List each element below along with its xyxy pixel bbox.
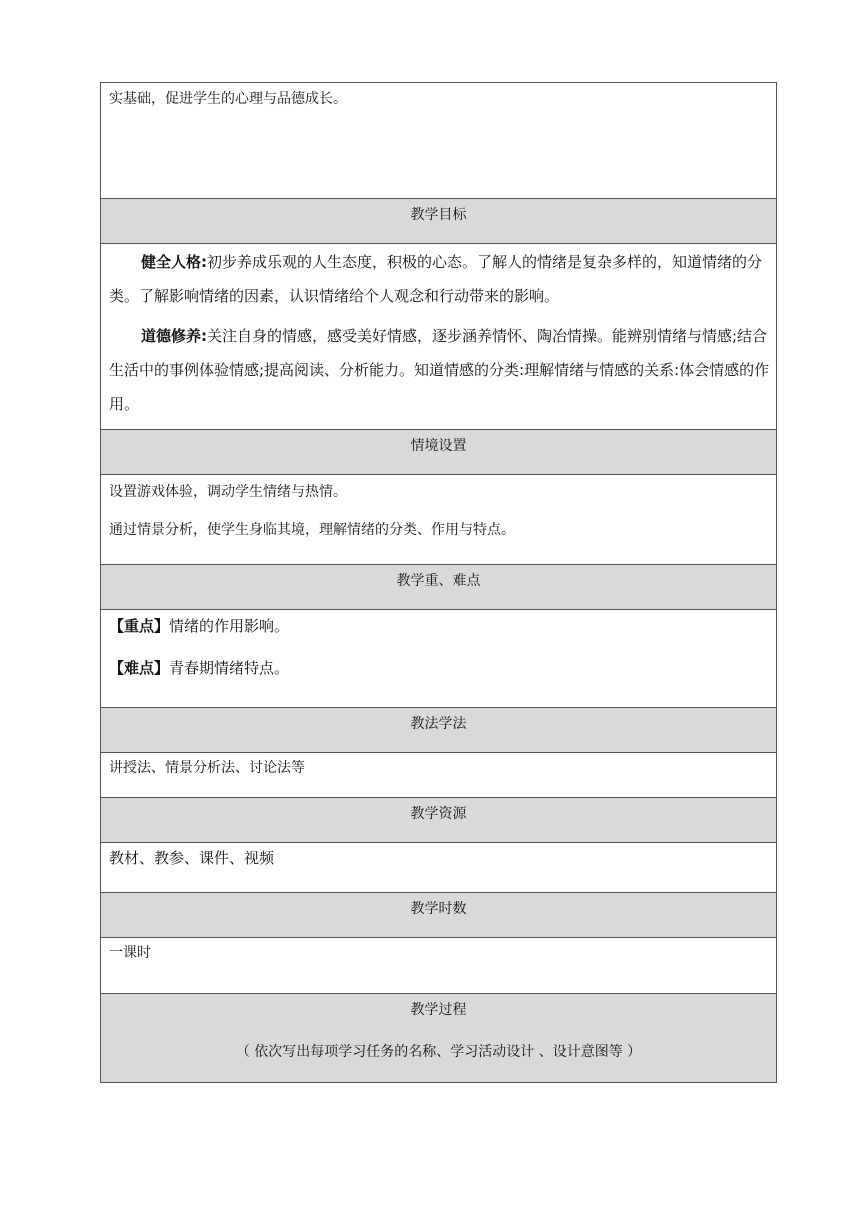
goals-cell (101, 244, 777, 430)
process-subheader: （ 依次写出每项学习任务的名称、学习活动设计 、设计意图等 ） (235, 1044, 642, 1060)
hours-text: 一课时 (109, 945, 151, 961)
keypoint-text: 青春期情绪特点。 (169, 659, 290, 677)
goal-item (109, 319, 770, 421)
keypoint-item (109, 636, 770, 678)
hours-cell (101, 938, 777, 994)
intro-text: 实基础，促进学生的心理与品德成长。 (109, 91, 347, 107)
resources-text: 教材、教参、课件、视频 (109, 849, 275, 867)
keypoints-header-cell (101, 565, 777, 610)
lesson-plan-table (100, 82, 777, 1083)
hours-header-cell (101, 893, 777, 938)
keypoints-cell (101, 610, 777, 708)
goals-header-cell (101, 199, 777, 244)
keypoints-header: 教学重、难点 (396, 573, 481, 589)
goal-item (109, 245, 770, 313)
keypoint-item (109, 610, 770, 636)
goals-header: 教学目标 (410, 207, 467, 223)
resources-cell (101, 843, 777, 893)
process-header: 教学过程 (410, 1002, 467, 1018)
methods-cell (101, 753, 777, 798)
process-header-cell (101, 994, 777, 1083)
methods-header: 教法学法 (410, 716, 467, 732)
goal-text: 关注自身的情感，感受美好情感，逐步涵养情怀、陶冶情操。能辨别情绪与情感;结合生活中的事例体验情感;提高阅读、分析能力。知道情感的分类:理解情绪与情感的关系:体会情感的作用。 (109, 327, 770, 413)
keypoint-text: 情绪的作用影响。 (169, 617, 290, 635)
keypoint-label: 【重点】 (109, 617, 170, 635)
context-header-cell (101, 430, 777, 475)
keypoint-label: 【难点】 (109, 659, 170, 677)
context-cell (101, 475, 777, 565)
goal-text: 初步养成乐观的人生态度，积极的心态。了解人的情绪是复杂多样的，知道情绪的分类。了解影响情绪的因素，认识情绪给个人观念和行动带来的影响。 (109, 253, 763, 305)
hours-header: 教学时数 (410, 901, 467, 917)
context-header: 情境设置 (410, 438, 467, 454)
goal-label: 道德修养: (141, 327, 207, 345)
goal-label: 健全人格: (141, 253, 207, 271)
methods-text: 讲授法、情景分析法、讨论法等 (109, 760, 305, 776)
resources-header: 教学资源 (410, 806, 467, 822)
context-line: 通过情景分析，使学生身临其境，理解情绪的分类、作用与特点。 (109, 522, 515, 538)
resources-header-cell (101, 798, 777, 843)
intro-cell (101, 83, 777, 199)
context-line: 设置游戏体验，调动学生情绪与热情。 (109, 484, 347, 500)
methods-header-cell (101, 708, 777, 753)
